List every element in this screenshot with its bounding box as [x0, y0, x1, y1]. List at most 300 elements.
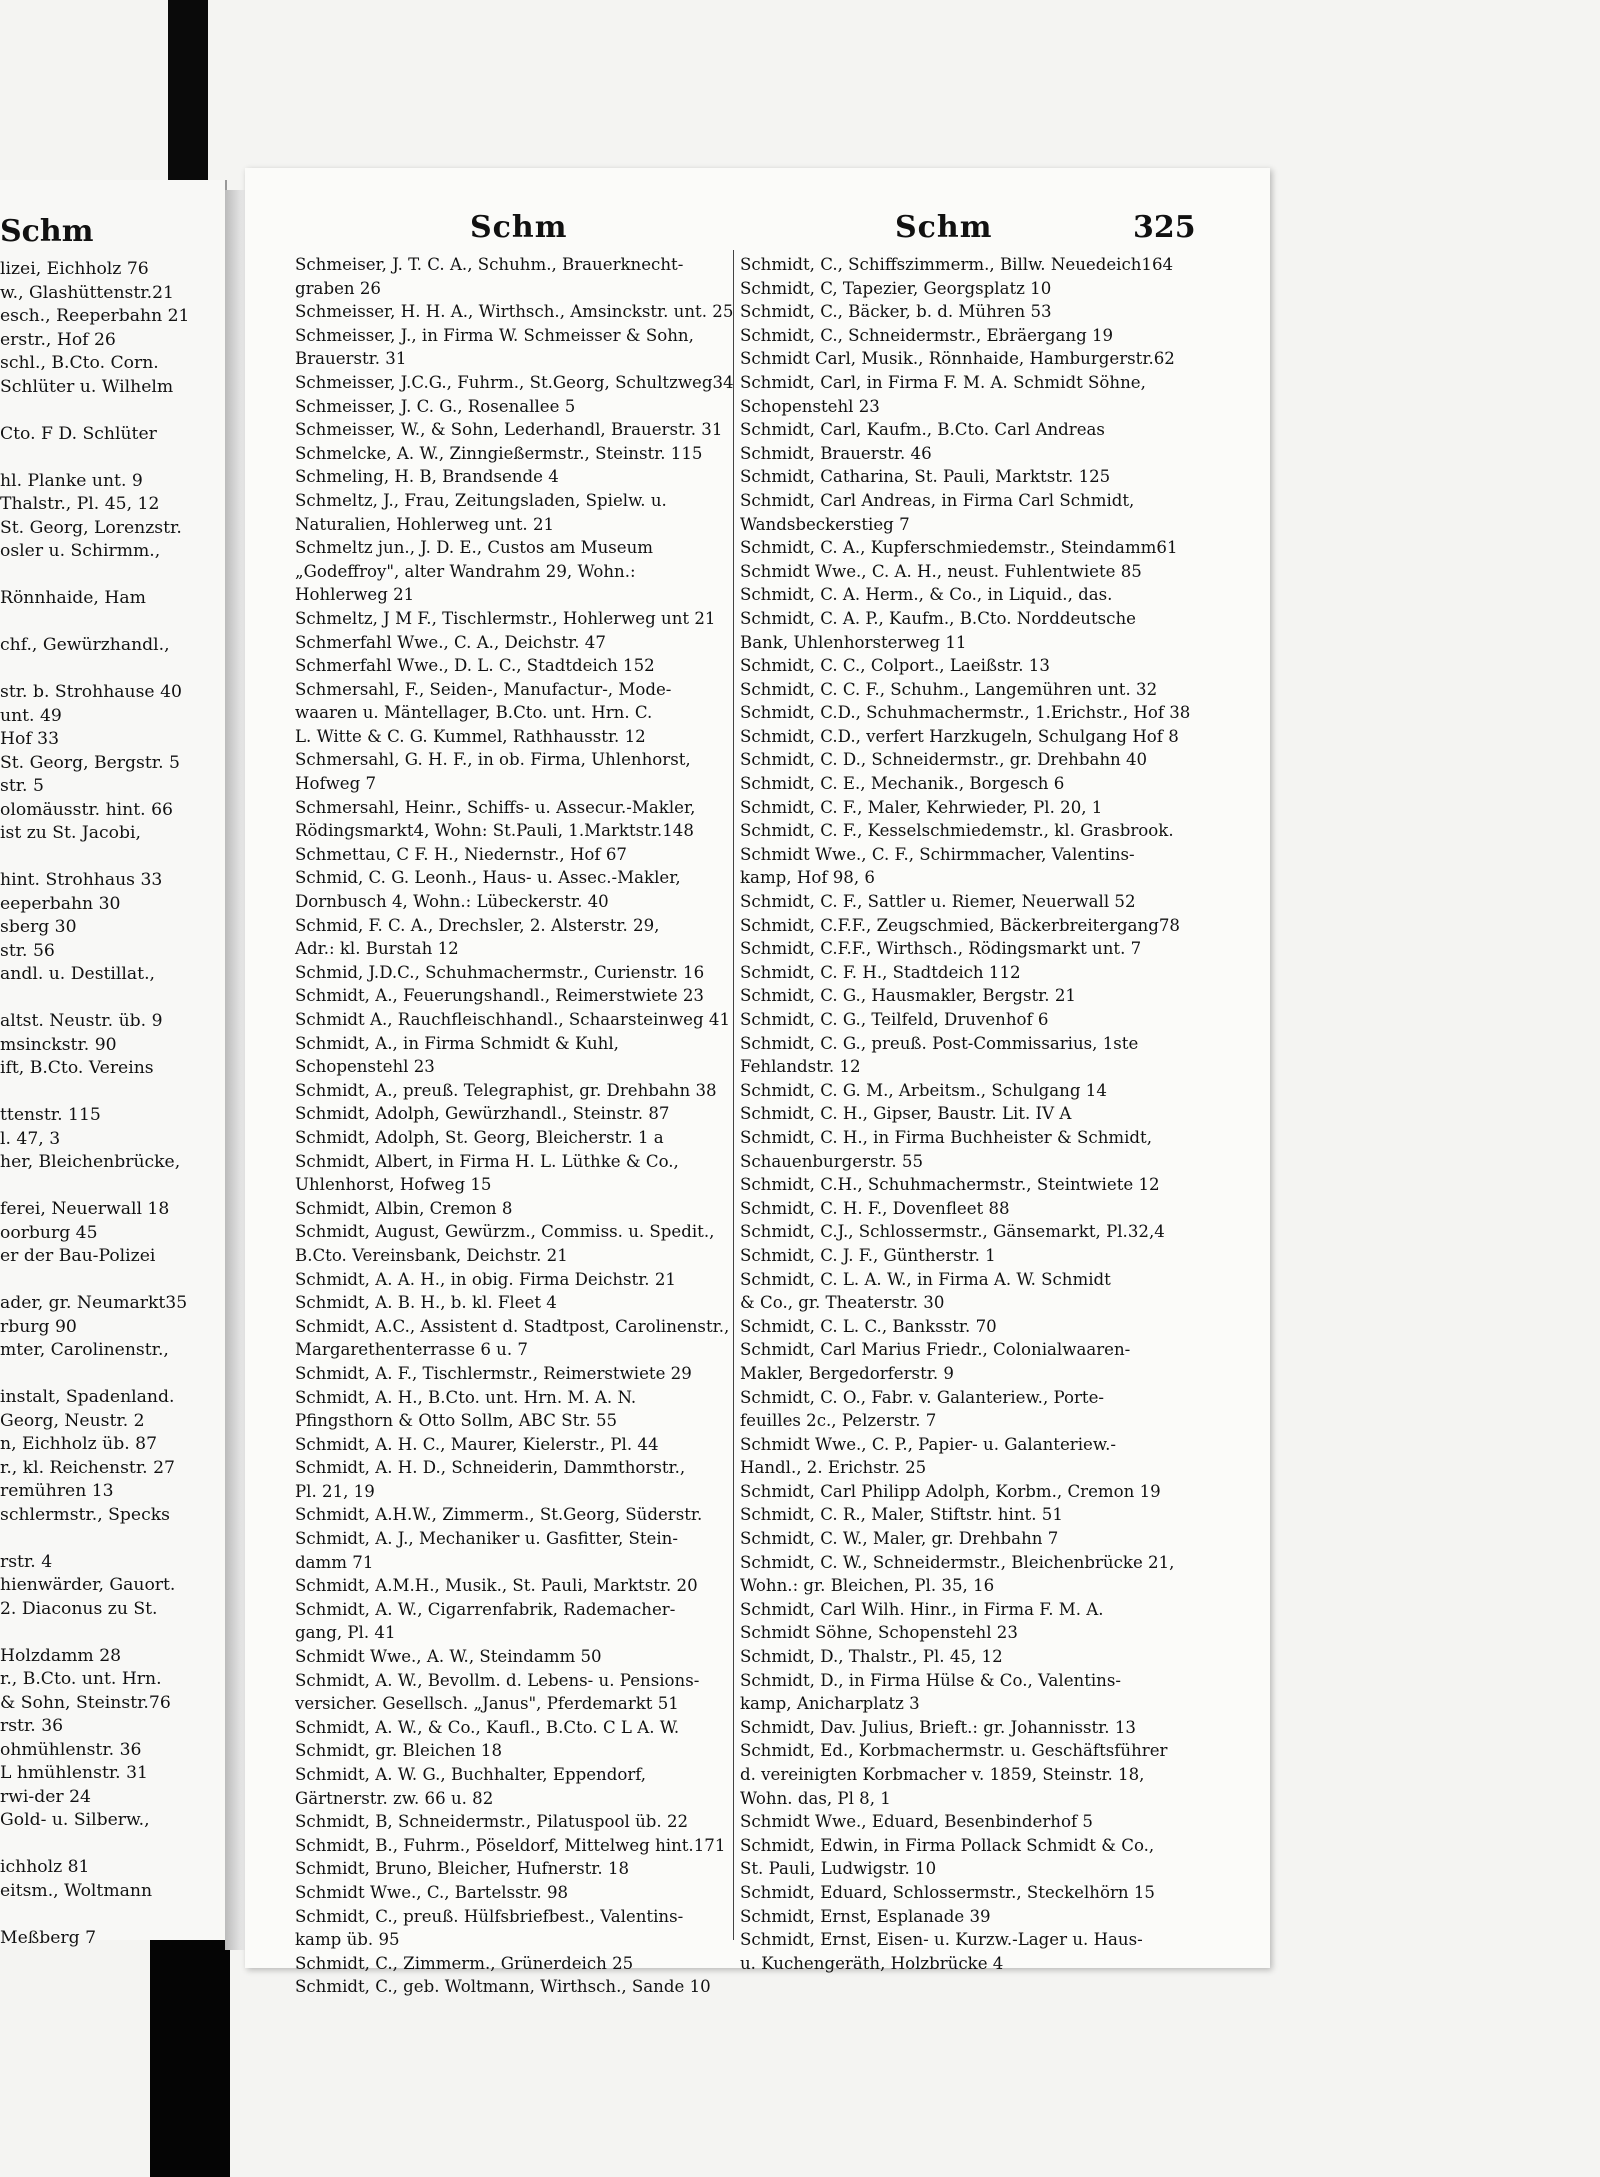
entry-line: Schmidt, C. A., Kupferschmiedemstr., Steindamm61 [740, 538, 1178, 558]
directory-entry [740, 772, 1210, 796]
directory-entry [740, 1315, 1210, 1339]
left-page-line [0, 1269, 225, 1293]
entry-line: feuilles 2c., Pelzerstr. 7 [740, 1411, 937, 1431]
entry-line: Schmidt, C. L. C., Banksstr. 70 [740, 1316, 997, 1336]
directory-entry [740, 937, 1210, 961]
directory-entry [740, 1197, 1210, 1221]
left-page-line: ist zu St. Jacobi, [0, 823, 141, 843]
entry-line: Schmidt, gr. Bleichen 18 [295, 1741, 503, 1761]
entry-line: Schopenstehl 23 [740, 396, 880, 416]
directory-entry [295, 1362, 755, 1386]
entry-line: Schmidt, A. H. D., Schneiderin, Dammthorstr., [295, 1458, 686, 1478]
left-page-line: rwi-der 24 [0, 1786, 91, 1807]
directory-entry [295, 1716, 755, 1763]
left-page-line: rburg 90 [0, 1316, 77, 1337]
left-page-line [0, 1363, 225, 1387]
entry-line: Schmidt, C.F.F., Zeugschmied, Bäckerbreitergang78 [740, 915, 1180, 935]
page-gutter [225, 190, 245, 1950]
directory-entry [740, 1527, 1210, 1551]
directory-entry [295, 1079, 755, 1103]
directory-entry [295, 1881, 755, 1905]
left-page-line: sberg 30 [0, 917, 77, 937]
entry-line: Schmidt, Ernst, Eisen- u. Kurzw.-Lager u. Haus- [740, 1930, 1143, 1950]
entry-line: Schmettau, C F. H., Niedernstr., Hof 67 [295, 844, 627, 864]
entry-line: Schmidt, Dav. Julius, Brieft.: gr. Johannisstr. 13 [740, 1717, 1136, 1737]
directory-entry [295, 1574, 755, 1598]
left-page-line: St. Georg, Bergstr. 5 [0, 752, 180, 773]
left-page-line: l. 47, 3 [0, 1128, 61, 1149]
left-page-line: erstr., Hof 26 [0, 329, 116, 350]
entry-line: Schmidt Wwe., Eduard, Besenbinderhof 5 [740, 1812, 1093, 1832]
left-page-line: osler u. Schirmm., [0, 541, 161, 561]
entry-line: B.Cto. Vereinsbank, Deichstr. 21 [295, 1245, 568, 1265]
left-page-line: mter, Carolinenstr., [0, 1340, 169, 1360]
left-page-line [0, 399, 225, 423]
entry-line: Schmersahl, Heinr., Schiffs- u. Assecur.-Makler, [295, 797, 696, 817]
entry-line: Schmidt, Eduard, Schlossermstr., Steckelhörn 15 [740, 1882, 1155, 1902]
directory-entry [295, 324, 755, 371]
entry-line: Schmerfahl Wwe., C. A., Deichstr. 47 [295, 632, 606, 652]
directory-entry [740, 1032, 1210, 1079]
left-page-line: altst. Neustr. üb. 9 [0, 1011, 163, 1031]
directory-entry [740, 1008, 1210, 1032]
entry-line: kamp, Hof 98, 6 [740, 868, 875, 888]
directory-entry [740, 1645, 1210, 1669]
left-page-line: andl. u. Destillat., [0, 964, 155, 984]
entry-line: Schmidt, Brauerstr. 46 [740, 443, 932, 463]
entry-line: Schmidt, C. O., Fabr. v. Galanteriew., Porte- [740, 1387, 1105, 1407]
left-page-fragment [0, 180, 227, 1948]
directory-entry [295, 607, 755, 631]
directory-entry [295, 1905, 755, 1952]
directory-entry [740, 961, 1210, 985]
entry-line: Wohn.: gr. Bleichen, Pl. 35, 16 [740, 1576, 995, 1596]
entry-line: Schmidt Wwe., C. P., Papier- u. Galanteriew.- [740, 1434, 1116, 1454]
entry-line: Schmid, J.D.C., Schuhmachermstr., Curienstr. 16 [295, 962, 705, 982]
entry-line: Schmidt, C. G., preuß. Post-Commissarius, 1ste [740, 1033, 1139, 1053]
entry-line: Schmeltz jun., J. D. E., Custos am Museum [295, 538, 654, 558]
left-page-line [0, 1081, 225, 1105]
directory-entry [740, 1173, 1210, 1197]
left-page-line [0, 564, 225, 588]
left-page-line: Rönnhaide, Ham [0, 588, 146, 608]
entry-line: Schmeisser, W., & Sohn, Lederhandl, Brauerstr. 31 [295, 420, 723, 440]
directory-entry [295, 654, 755, 678]
entry-line: Schmidt, A. H., B.Cto. unt. Hrn. M. A. N. [295, 1387, 637, 1407]
entry-line: Schmidt, A. J., Mechaniker u. Gasfitter, Stein- [295, 1529, 678, 1549]
entry-line: Schmidt, C., Zimmerm., Grünerdeich 25 [295, 1953, 634, 1973]
directory-entry [295, 1126, 755, 1150]
entry-line: Schmeisser, H. H. A., Wirthsch., Amsinckstr. unt. 25 [295, 302, 734, 322]
entry-line: Schmidt, C., Schiffszimmerm., Billw. Neuedeich164 [740, 255, 1174, 274]
entry-line: Schmidt, C. H. F., Dovenfleet 88 [740, 1198, 1010, 1218]
entry-line: Bank, Uhlenhorsterweg 11 [740, 632, 967, 652]
entry-line: Schmidt, Bruno, Bleicher, Hufnerstr. 18 [295, 1859, 630, 1879]
entry-line: kamp üb. 95 [295, 1930, 400, 1950]
directory-entry [740, 1669, 1210, 1716]
directory-entry [740, 277, 1210, 301]
directory-entry [295, 1857, 755, 1881]
left-page-line: eitsm., Woltmann [0, 1880, 153, 1901]
directory-entry [740, 1928, 1210, 1975]
directory-entry [740, 1079, 1210, 1103]
directory-entry [295, 1008, 755, 1032]
entry-line: Schmeltz, J., Frau, Zeitungsladen, Spielw. u. [295, 490, 667, 510]
entry-line: Schmidt, C, Tapezier, Georgsplatz 10 [740, 278, 1052, 298]
entry-line: Schmidt, A. W., & Co., Kaufl., B.Cto. C L A. W. [295, 1717, 680, 1737]
left-page-line: & Sohn, Steinstr.76 [0, 1692, 171, 1713]
entry-line: Schmidt, B., Fuhrm., Pöseldorf, Mittelweg hint.171 [295, 1835, 726, 1855]
entry-line: Schmidt, C., Bäcker, b. d. Mühren 53 [740, 302, 1052, 322]
entry-line: Schmidt, Albert, in Firma H. L. Lüthke & Co., [295, 1151, 679, 1171]
entry-line: Handl., 2. Erichstr. 25 [740, 1458, 927, 1478]
entry-line: Schmidt, C., geb. Woltmann, Wirthsch., Sande 10 [295, 1977, 711, 1997]
entry-line: Schmid, C. G. Leonh., Haus- u. Assec.-Makler, [295, 868, 681, 888]
directory-entry [295, 1291, 755, 1315]
entry-line: Schmidt, C. W., Maler, gr. Drehbahn 7 [740, 1529, 1059, 1549]
entry-line: Schmidt, Carl Philipp Adolph, Korbm., Cremon 19 [740, 1481, 1161, 1501]
left-page-line: oorburg 45 [0, 1222, 98, 1243]
left-page-line [0, 1175, 225, 1199]
left-page-line [0, 1833, 225, 1857]
left-page-line: n, Eichholz üb. 87 [0, 1434, 158, 1454]
directory-entry [740, 890, 1210, 914]
directory-entry [295, 300, 755, 324]
entry-line: Naturalien, Hohlerweg unt. 21 [295, 514, 555, 534]
left-page-line: str. b. Strohhause 40 [0, 682, 182, 702]
directory-entry [740, 1433, 1210, 1480]
directory-entry [740, 347, 1210, 371]
left-column [295, 253, 755, 1999]
entry-line: Schmeling, H. B, Brandsende 4 [295, 467, 559, 487]
left-page-line: ichholz 81 [0, 1857, 90, 1877]
directory-entry [740, 1386, 1210, 1433]
directory-entry [740, 984, 1210, 1008]
directory-entry [295, 1197, 755, 1221]
entry-line: Schmidt, C. H., Gipser, Baustr. Lit. IV A [740, 1104, 1072, 1124]
entry-line: Schmidt, Ernst, Esplanade 39 [740, 1906, 991, 1926]
directory-entry [740, 371, 1210, 418]
entry-line: Schmidt, A. W. G., Buchhalter, Eppendorf, [295, 1765, 647, 1784]
directory-entry [295, 914, 755, 961]
entry-line: Schmidt, Carl Wilh. Hinr., in Firma F. M. A. [740, 1599, 1104, 1619]
directory-entry [740, 748, 1210, 772]
directory-entry [295, 1669, 755, 1716]
directory-entry [740, 701, 1210, 725]
entry-line: graben 26 [295, 278, 381, 298]
directory-entry [295, 1503, 755, 1527]
directory-entry [740, 725, 1210, 749]
entry-line: Fehlandstr. 12 [740, 1057, 861, 1077]
left-page-line [0, 1621, 225, 1645]
entry-line: Schmidt, C. C. F., Schuhm., Langemühren unt. 32 [740, 679, 1158, 699]
directory-entry [295, 984, 755, 1008]
directory-entry [295, 1150, 755, 1197]
entry-line: Schmeiser, J. T. C. A., Schuhm., Brauerknecht- [295, 255, 684, 274]
entry-line: Schmidt, C.F.F., Wirthsch., Rödingsmarkt unt. 7 [740, 939, 1142, 959]
left-page-line: ferei, Neuerwall 18 [0, 1199, 170, 1219]
left-page-line: rstr. 4 [0, 1551, 53, 1572]
directory-entry [740, 536, 1210, 560]
entry-line: d. vereinigten Korbmacher v. 1859, Steinstr. 18, [740, 1765, 1145, 1784]
directory-entry [295, 1456, 755, 1503]
entry-line: Schmidt Wwe., C. F., Schirmmacher, Valentins- [740, 844, 1135, 864]
left-page-line: hl. Planke unt. 9 [0, 470, 143, 491]
left-page-line: lizei, Eichholz 76 [0, 259, 149, 279]
left-page-line: schl., B.Cto. Corn. [0, 353, 159, 373]
entry-line: Schmidt Carl, Musik., Rönnhaide, Hamburgerstr.62 [740, 349, 1175, 369]
directory-entry [740, 1598, 1210, 1645]
left-page-line: her, Bleichenbrücke, [0, 1152, 181, 1172]
entry-line: Hofweg 7 [295, 774, 377, 794]
directory-entry [740, 1338, 1210, 1385]
entry-line: Schmidt, C., preuß. Hülfsbriefbest., Valentins- [295, 1906, 684, 1926]
entry-line: u. Kuchengeräth, Holzbrücke 4 [740, 1953, 1004, 1973]
left-page-line: 2. Diaconus zu St. [0, 1598, 158, 1619]
left-page-heading: Schm [0, 214, 94, 249]
directory-entry [295, 1433, 755, 1457]
left-page-line: w., Glashüttenstr.21 [0, 282, 174, 303]
entry-line: Schmidt, C. E., Mechanik., Borgesch 6 [740, 774, 1065, 794]
directory-entry [740, 324, 1210, 348]
entry-line: Schmidt, C. F., Sattler u. Riemer, Neuerwall 52 [740, 892, 1136, 912]
entry-line: Schmidt, A. H. C., Maurer, Kielerstr., Pl. 44 [295, 1434, 659, 1454]
entry-line: gang, Pl. 41 [295, 1623, 396, 1643]
entry-line: Schmidt, A. A. H., in obig. Firma Deichstr. 21 [295, 1269, 676, 1289]
entry-line: Schmidt, C. C., Colport., Laeißstr. 13 [740, 656, 1050, 676]
directory-entry [295, 843, 755, 867]
entry-line: Schmeltz, J M F., Tischlermstr., Hohlerweg unt 21 [295, 608, 716, 628]
directory-entry [295, 1763, 755, 1810]
left-page-line: instalt, Spadenland. [0, 1387, 175, 1407]
entry-line: Schmidt, C. G. M., Arbeitsm., Schulgang 14 [740, 1080, 1107, 1100]
entry-line: Schmeisser, J.C.G., Fuhrm., St.Georg, Schultzweg34 [295, 372, 734, 392]
entry-line: Schmidt, C.D., verfert Harzkugeln, Schulgang Hof 8 [740, 726, 1179, 746]
left-page-line: schlermstr., Specks [0, 1504, 170, 1525]
entry-line: Schmidt, C. D., Schneidermstr., gr. Drehbahn 40 [740, 750, 1148, 770]
entry-line: & Co., gr. Theaterstr. 30 [740, 1293, 945, 1313]
directory-entry [295, 253, 755, 300]
entry-line: Schauenburgerstr. 55 [740, 1151, 924, 1171]
entry-line: Schopenstehl 23 [295, 1057, 435, 1077]
directory-entry [740, 1810, 1210, 1834]
entry-line: Schmidt, C. G., Teilfeld, Druvenhof 6 [740, 1010, 1049, 1029]
left-page-line: ohmühlenstr. 36 [0, 1739, 142, 1760]
entry-line: Schmidt, C. G., Hausmakler, Bergstr. 21 [740, 986, 1076, 1006]
directory-entry [295, 1315, 755, 1362]
entry-line: Schmidt, C. J. F., Güntherstr. 1 [740, 1245, 996, 1265]
entry-line: Schmidt, Adolph, St. Georg, Bleicherstr. 1 a [295, 1127, 664, 1147]
entry-line: „Godeffroy", alter Wandrahm 29, Wohn.: [295, 561, 636, 581]
page-number: 325 [1133, 210, 1196, 245]
directory-entry [740, 678, 1210, 702]
entry-line: Schmidt, C. R., Maler, Stiftstr. hint. 51 [740, 1505, 1063, 1525]
left-page-line: eeperbahn 30 [0, 893, 121, 914]
directory-entry [740, 1905, 1210, 1929]
directory-entry [740, 1480, 1210, 1504]
left-page-line: St. Georg, Lorenzstr. [0, 517, 182, 538]
directory-entry [740, 1551, 1210, 1598]
directory-entry [740, 607, 1210, 654]
directory-entry [295, 465, 755, 489]
entry-line: Schmidt Söhne, Schopenstehl 23 [740, 1623, 1018, 1643]
directory-entry [740, 465, 1210, 489]
left-page-line: Thalstr., Pl. 45, 12 [0, 494, 160, 514]
entry-line: Schmidt, Ed., Korbmachermstr. u. Geschäftsführer [740, 1741, 1168, 1761]
entry-line: Schmidt, Edwin, in Firma Pollack Schmidt & Co., [740, 1835, 1155, 1855]
left-page-line: str. 5 [0, 776, 44, 796]
directory-entry [295, 796, 755, 843]
directory-entry [295, 961, 755, 985]
entry-line: waaren u. Mäntellager, B.Cto. unt. Hrn. C. [295, 703, 653, 723]
entry-line: Schmidt, D., Thalstr., Pl. 45, 12 [740, 1647, 1003, 1667]
left-page-line: hint. Strohhaus 33 [0, 870, 163, 890]
entry-line: Schmidt Wwe., C., Bartelsstr. 98 [295, 1882, 569, 1902]
left-page-line: L hmühlenstr. 31 [0, 1763, 148, 1783]
entry-line: Schmidt, Adolph, Gewürzhandl., Steinstr. 87 [295, 1104, 670, 1124]
entry-line: Schmidt, A. W., Cigarrenfabrik, Rademacher- [295, 1599, 676, 1619]
directory-entry [740, 1503, 1210, 1527]
left-page-line: r., B.Cto. unt. Hrn. [0, 1669, 162, 1689]
entry-line: Schmidt, A., Feuerungshandl., Reimerstwiete 23 [295, 986, 704, 1006]
entry-line: St. Pauli, Ludwigstr. 10 [740, 1859, 937, 1879]
left-page-line: esch., Reeperbahn 21 [0, 306, 190, 326]
entry-line: Wandsbeckerstieg 7 [740, 514, 910, 534]
directory-entry [740, 1881, 1210, 1905]
directory-entry [740, 1220, 1210, 1244]
directory-entry [740, 843, 1210, 890]
entry-line: Schmidt, A., in Firma Schmidt & Kuhl, [295, 1033, 619, 1053]
left-page-line: Gold- u. Silberw., [0, 1810, 150, 1830]
directory-entry [295, 1268, 755, 1292]
directory-entry [740, 1716, 1210, 1740]
entry-line: Schmeisser, J., in Firma W. Schmeisser & Sohn, [295, 325, 694, 345]
directory-entry [295, 1810, 755, 1834]
left-page-line: unt. 49 [0, 705, 62, 726]
left-page-line: rstr. 36 [0, 1716, 64, 1736]
directory-entry [740, 1102, 1210, 1126]
entry-line: Schmidt, C. F., Kesselschmiedemstr., kl. Grasbrook. [740, 821, 1174, 841]
directory-entry [295, 371, 755, 395]
left-page-line: er der Bau-Polizei [0, 1246, 156, 1266]
directory-entry [295, 748, 755, 795]
entry-line: Schmidt, B, Schneidermstr., Pilatuspool üb. 22 [295, 1812, 689, 1832]
entry-line: Schmeisser, J. C. G., Rosenallee 5 [295, 396, 576, 416]
entry-line: Schmidt, C. H., in Firma Buchheister & Schmidt, [740, 1127, 1152, 1147]
directory-entry [740, 300, 1210, 324]
directory-entry [295, 1386, 755, 1433]
entry-line: Schmidt, A.H.W., Zimmerm., St.Georg, Süderstr. [295, 1505, 703, 1525]
entry-line: Hohlerweg 21 [295, 585, 415, 605]
entry-line: Schmidt, A., preuß. Telegraphist, gr. Drehbahn 38 [295, 1080, 717, 1100]
directory-entry [740, 489, 1210, 536]
directory-entry [740, 1834, 1210, 1881]
entry-line: Wohn. das, Pl 8, 1 [740, 1788, 891, 1808]
right-column [740, 253, 1210, 1975]
left-page-line: Schlüter u. Wilhelm [0, 376, 174, 397]
entry-line: Schmidt, C.D., Schuhmachermstr., 1.Erichstr., Hof 38 [740, 703, 1191, 723]
left-page-line: Cto. F D. Schlüter [0, 423, 157, 444]
entry-line: Schmidt A., Rauchfleischhandl., Schaarsteinweg 41 [295, 1010, 731, 1029]
left-page-line: ift, B.Cto. Vereins [0, 1058, 154, 1078]
entry-line: Brauerstr. 31 [295, 349, 407, 369]
left-page-line: olomäusstr. hint. 66 [0, 799, 173, 820]
entry-line: Rödingsmarkt4, Wohn: St.Pauli, 1.Marktstr.148 [295, 821, 694, 841]
entry-line: Pl. 21, 19 [295, 1481, 375, 1501]
entry-line: Schmidt, A. B. H., b. kl. Fleet 4 [295, 1293, 557, 1313]
entry-line: Schmidt, Carl, in Firma F. M. A. Schmidt Söhne, [740, 372, 1146, 392]
entry-line: Schmidt, C., Schneidermstr., Ebräergang 19 [740, 325, 1114, 345]
directory-entry [740, 654, 1210, 678]
entry-line: Schmidt, C.J., Schlossermstr., Gänsemarkt, Pl.32,4 [740, 1222, 1165, 1242]
left-page-line: hienwärder, Gauort. [0, 1575, 176, 1595]
directory-page [245, 168, 1270, 1997]
entry-line: versicher. Gesellsch. „Janus", Pferdemarkt 51 [295, 1694, 679, 1714]
left-page-line: Hof 33 [0, 729, 60, 749]
directory-entry [740, 418, 1210, 465]
directory-entry [295, 1527, 755, 1574]
entry-line: Margarethenterrasse 6 u. 7 [295, 1340, 528, 1360]
directory-entry [740, 253, 1210, 277]
left-page-line: ttenstr. 115 [0, 1105, 101, 1125]
directory-entry [295, 631, 755, 655]
left-page-line: Holzdamm 28 [0, 1645, 122, 1666]
left-page-line: msinckstr. 90 [0, 1034, 117, 1055]
directory-entry [295, 395, 755, 419]
directory-entry [295, 1032, 755, 1079]
left-page-lines [0, 258, 225, 1950]
entry-line: kamp, Anicharplatz 3 [740, 1694, 920, 1714]
entry-line: damm 71 [295, 1552, 374, 1572]
left-page-line: remühren 13 [0, 1481, 114, 1501]
page-header [245, 210, 1270, 250]
entry-line: Schmidt, A. W., Bevollm. d. Lebens- u. Pensions- [295, 1670, 700, 1690]
entry-line: Schmidt Wwe., C. A. H., neust. Fuhlentwiete 85 [740, 561, 1142, 581]
directory-entry [740, 583, 1210, 607]
entry-line: Dornbusch 4, Wohn.: Lübeckerstr. 40 [295, 892, 609, 912]
entry-line: Schmidt, C. A. P., Kaufm., B.Cto. Norddeutsche [740, 608, 1136, 628]
left-page-line [0, 446, 225, 470]
directory-entry [740, 560, 1210, 584]
directory-entry [295, 678, 755, 749]
directory-entry [740, 914, 1210, 938]
entry-line: Schmidt, C. L. A. W., in Firma A. W. Schmidt [740, 1269, 1111, 1289]
entry-line: Pfingsthorn & Otto Sollm, ABC Str. 55 [295, 1411, 618, 1431]
directory-entry [295, 1220, 755, 1267]
entry-line: Schmelcke, A. W., Zinngießermstr., Steinstr. 115 [295, 443, 703, 463]
entry-line: Schmid, F. C. A., Drechsler, 2. Alsterstr. 29, [295, 915, 660, 935]
left-page-line: Georg, Neustr. 2 [0, 1410, 145, 1431]
entry-line: Schmerfahl Wwe., D. L. C., Stadtdeich 152 [295, 656, 655, 676]
directory-entry [740, 819, 1210, 843]
left-page-line: ader, gr. Neumarkt35 [0, 1293, 188, 1313]
directory-entry [740, 1739, 1210, 1810]
entry-line: Schmidt, C.H., Schuhmachermstr., Steintwiete 12 [740, 1175, 1160, 1195]
directory-entry [295, 1975, 755, 1999]
entry-line: Schmidt, C. A. Herm., & Co., in Liquid., das. [740, 585, 1113, 605]
entry-line: Uhlenhorst, Hofweg 15 [295, 1175, 492, 1195]
entry-line: Schmidt Wwe., A. W., Steindamm 50 [295, 1647, 602, 1667]
directory-entry [295, 1598, 755, 1645]
entry-line: Schmersahl, G. H. F., in ob. Firma, Uhlenhorst, [295, 750, 691, 770]
directory-entry [295, 489, 755, 536]
entry-line: Schmidt, Carl Marius Friedr., Colonialwaaren- [740, 1340, 1131, 1360]
running-head-left: Schm [470, 210, 568, 245]
entry-line: Schmidt, A. F., Tischlermstr., Reimerstwiete 29 [295, 1363, 692, 1383]
directory-entry [295, 418, 755, 442]
directory-entry [295, 536, 755, 607]
entry-line: Schmidt, A.C., Assistent d. Stadtpost, Carolinenstr., [295, 1316, 730, 1336]
